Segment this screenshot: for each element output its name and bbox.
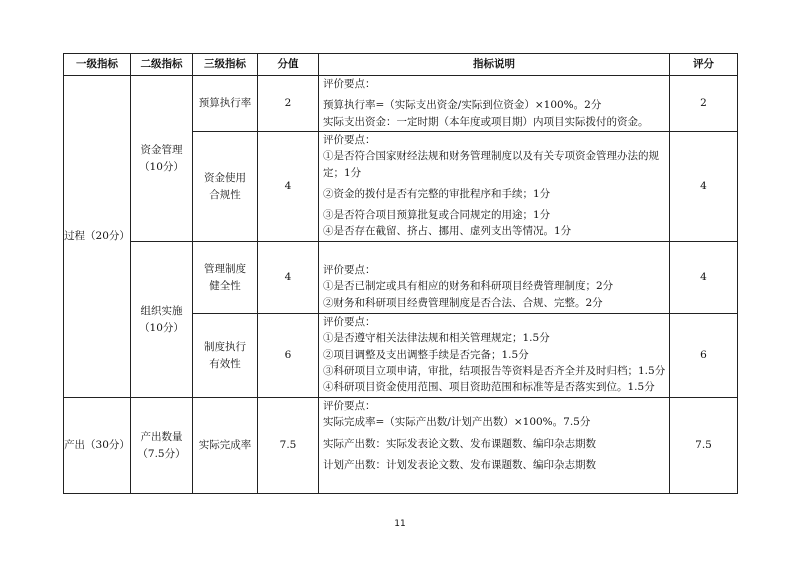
score-cell: 6 [258,314,319,398]
level3-fund-compliance: 资金使用 合规性 [193,132,258,242]
table-row [64,76,738,132]
level3-budget-rate: 预算执行率 [193,76,258,132]
table-row [64,242,738,314]
header-score: 分值 [258,54,319,76]
header-rating: 评分 [670,54,738,76]
header-description: 指标说明 [319,54,670,76]
level1-output: 产出（30分） [64,398,131,494]
description-cell: 评价要点： ①是否遵守相关法律法规和相关管理规定；1.5分 ②项目调整及支出调整手续是否完备；1.5分 ③科研项目立项申请，审批，结项报告等资料是否齐全并及时归档；1.5分 ④科研项目资金使用范围、项目资助范围和标准等是否落实到位。1.5分 [319,314,670,398]
description-cell: 评价要点： ①是否符合国家财经法规和财务管理制度以及有关专项资金管理办法的规 定；1分 ②资金的拨付是否有完整的审批程序和手续；1分 ③是否符合项目预算批复或合同规定的用途；1分 ④是否存在截留、挤占、挪用、虚列支出等情况。1分 [319,132,670,242]
description-cell: 评价要点： 预算执行率=（实际支出资金/实际到位资金）×100%。2分 实际支出资金：一定时期（本年度或项目期）内项目实际拨付的资金。 [319,76,670,132]
description-cell: 评价要点： 实际完成率=（实际产出数/计划产出数）×100%。7.5分 实际产出数：实际发表论文数、发布课题数、编印杂志期数 计划产出数：计划发表论文数、发布课题数、编印杂志期数 [319,398,670,494]
rating-cell: 4 [670,242,738,314]
rating-cell: 7.5 [670,398,738,494]
page-number: 11 [394,519,406,529]
description-cell: 评价要点： ①是否已制定或具有相应的财务和科研项目经费管理制度；2分 ②财务和科研项目经费管理制度是否合法、合规、完整。2分 [319,242,670,314]
rating-cell: 4 [670,132,738,242]
table-row [64,398,738,494]
header-level1: 一级指标 [64,54,131,76]
header-level3: 三级指标 [193,54,258,76]
score-cell: 4 [258,132,319,242]
level2-org: 组织实施 （10分） [131,242,193,398]
level2-funds: 资金管理 （10分） [131,76,193,242]
level3-completion-rate: 实际完成率 [193,398,258,494]
score-cell: 4 [258,242,319,314]
score-cell: 2 [258,76,319,132]
evaluation-table [63,53,738,494]
rating-cell: 6 [670,314,738,398]
level3-mgmt-system: 管理制度 健全性 [193,242,258,314]
level1-process: 过程（20分） [64,76,131,398]
level3-system-execution: 制度执行 有效性 [193,314,258,398]
rating-cell: 2 [670,76,738,132]
score-cell: 7.5 [258,398,319,494]
level2-output: 产出数量 （7.5分） [131,398,193,494]
header-level2: 二级指标 [131,54,193,76]
header-row [64,54,738,76]
